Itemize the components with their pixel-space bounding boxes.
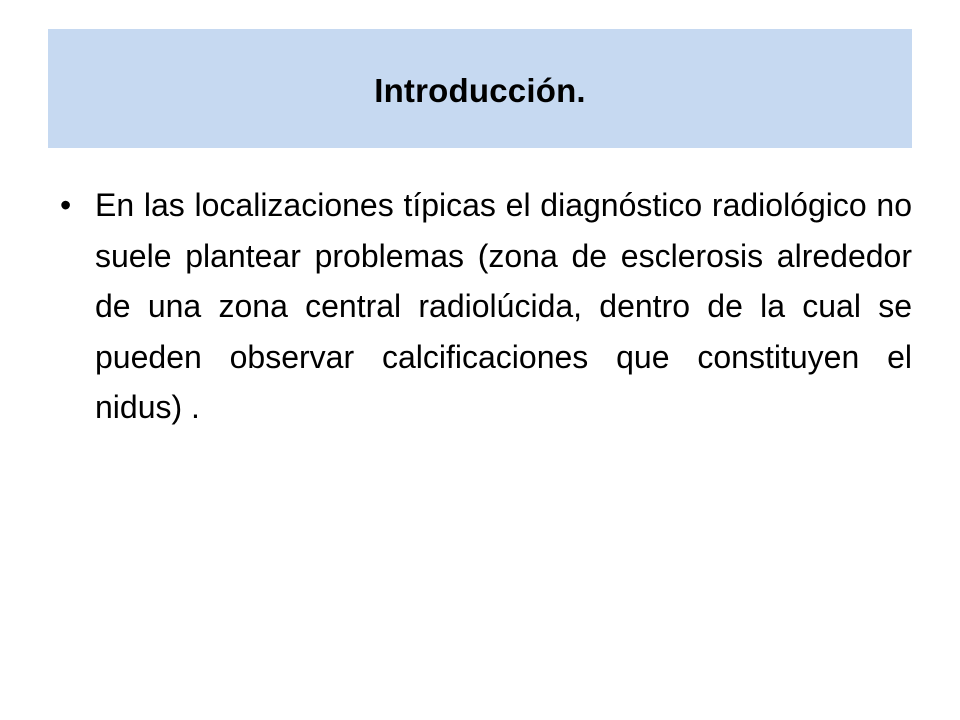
slide-title: Introducción. — [374, 71, 586, 109]
slide-content — [60, 180, 912, 433]
bullet-text: En las localizaciones típicas el diagnóstico radiológico no suele plantear problemas (zona de esclerosis alrededor de una zona central radiolúcida, dentro de la cual se pueden observar calcificaciones que constituyen el nidus) . — [95, 187, 912, 425]
bullet-icon: • — [60, 187, 72, 223]
title-bar — [48, 29, 912, 148]
bullet-item — [60, 180, 912, 433]
